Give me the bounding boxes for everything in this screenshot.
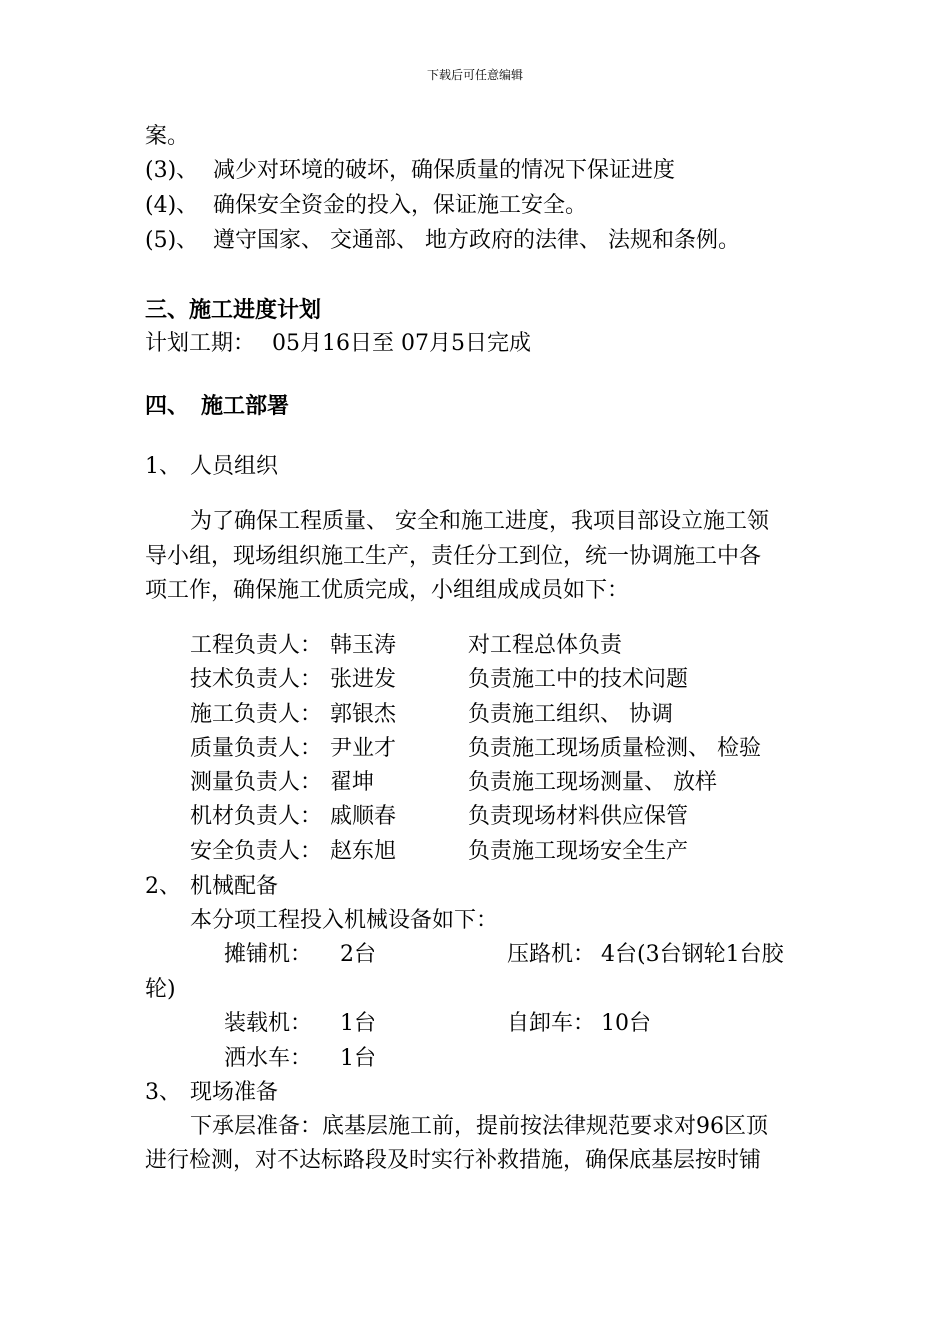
intro-tail: 案。 — [145, 124, 190, 149]
subsection-title: 机械配备 — [190, 874, 279, 899]
subsection-num: 2、 — [145, 874, 181, 899]
staff-name: 戚顺春 — [330, 804, 397, 829]
staff-role: 安全负责人： — [190, 839, 323, 864]
staff-duty: 负责现场材料供应保管 — [468, 804, 689, 829]
paragraph-line: 为了确保工程质量、 安全和施工进度，我项目部设立施工领 — [190, 509, 769, 534]
staff-role: 技术负责人： — [190, 667, 323, 692]
staff-duty: 负责施工组织、 协调 — [468, 702, 673, 727]
machine-count: 10台 — [601, 1011, 651, 1036]
subsection-title: 现场准备 — [190, 1080, 279, 1105]
section-3-title: 三、施工进度计划 — [145, 297, 322, 323]
machine-label: 压路机： — [507, 942, 596, 967]
machine-count-wrap: 轮) — [145, 977, 176, 1002]
period-label: 计划工期： — [145, 331, 256, 356]
staff-role: 施工负责人： — [190, 702, 323, 727]
machine-count: 4台(3台钢轮1台胶 — [601, 942, 784, 967]
item-text: 减少对环境的破坏，确保质量的情况下保证进度 — [213, 158, 676, 183]
paragraph-line: 进行检测，对不达标路段及时实行补救措施，确保底基层按时铺 — [145, 1148, 762, 1173]
paragraph-line: 导小组，现场组织施工生产，责任分工到位，统一协调施工中各 — [145, 544, 762, 569]
staff-name: 尹业才 — [330, 736, 397, 761]
staff-role: 工程负责人： — [190, 633, 323, 658]
staff-name: 郭银杰 — [330, 702, 397, 727]
machine-intro: 本分项工程投入机械设备如下： — [190, 908, 499, 933]
staff-duty: 对工程总体负责 — [468, 633, 623, 658]
machine-label: 洒水车： — [224, 1046, 313, 1071]
staff-name: 翟坤 — [330, 770, 375, 795]
subsection-num: 3、 — [145, 1080, 181, 1105]
item-num: (3)、 — [145, 158, 199, 183]
staff-role: 机材负责人： — [190, 804, 323, 829]
section-4-num: 四、 — [145, 393, 190, 419]
subsection-num: 1、 — [145, 454, 181, 479]
staff-name: 张进发 — [330, 667, 397, 692]
header-note: 下载后可任意编辑 — [426, 68, 523, 82]
staff-duty: 负责施工中的技术问题 — [468, 667, 689, 692]
machine-count: 2台 — [340, 942, 376, 967]
item-num: (5)、 — [145, 228, 199, 253]
staff-duty: 负责施工现场质量检测、 检验 — [468, 736, 761, 761]
period-value: 05月16日至 07月5日完成 — [272, 331, 531, 356]
section-4-title: 施工部署 — [201, 393, 290, 419]
staff-duty: 负责施工现场安全生产 — [468, 839, 689, 864]
machine-label: 装载机： — [224, 1011, 313, 1036]
paragraph-line: 下承层准备：底基层施工前，提前按法律规范要求对96区顶 — [190, 1114, 768, 1139]
staff-role: 质量负责人： — [190, 736, 323, 761]
item-text: 遵守国家、 交通部、 地方政府的法律、 法规和条例。 — [213, 228, 740, 253]
item-text: 确保安全资金的投入，保证施工安全。 — [213, 193, 588, 218]
machine-count: 1台 — [340, 1046, 376, 1071]
staff-name: 韩玉涛 — [330, 633, 397, 658]
subsection-title: 人员组织 — [190, 454, 279, 479]
machine-label: 摊铺机： — [224, 942, 313, 967]
staff-role: 测量负责人： — [190, 770, 323, 795]
machine-count: 1台 — [340, 1011, 376, 1036]
paragraph-line: 项工作，确保施工优质完成，小组组成成员如下： — [145, 578, 630, 603]
item-num: (4)、 — [145, 193, 199, 218]
staff-duty: 负责施工现场测量、 放样 — [468, 770, 717, 795]
staff-name: 赵东旭 — [330, 839, 397, 864]
machine-label: 自卸车： — [507, 1011, 596, 1036]
